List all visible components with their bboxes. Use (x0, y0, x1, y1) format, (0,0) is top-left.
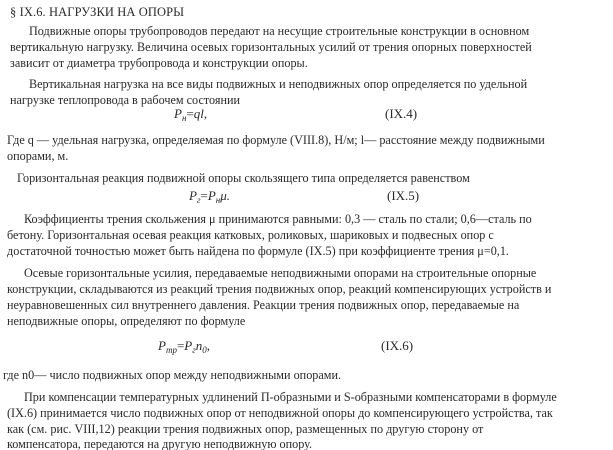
paragraph-line: (IX.6) принимается число подвижных опор от неподвижной опоры до компенсирующего устройства, так (7, 406, 553, 420)
paragraph-line: Осевые горизонтальные усилия, передаваемые неподвижными опорами на строительные опорные (24, 266, 537, 280)
paragraph-line: где n0— число подвижных опор между неподвижными опорами. (3, 368, 342, 382)
paragraph-line: Коэффициенты трения скольжения μ принимаются равными: 0,3 — сталь по стали; 0,6—сталь по (24, 212, 532, 226)
paragraph-line: нагрузке теплопровода в рабочем состоянии (10, 93, 241, 107)
paragraph-line: бетону. Горизонтальная осевая реакция катковых, роликовых, шариковых и подвесных опор с (7, 228, 494, 242)
paragraph-line: достаточной точностью может быть найдена по формуле (IX.5) при коэффициенте трения μ=0,1. (7, 244, 509, 258)
paragraph-line: неуравновешенных сил внутреннего давления. Реакции трения подвижных опор, передаваемые на (7, 298, 520, 312)
paragraph-line: опорами, м. (7, 149, 69, 163)
paragraph-line: неподвижные опоры, определяют по формуле (7, 314, 246, 328)
paragraph-line: компенсатора, передаются на другую неподвижную опору. (7, 437, 313, 450)
paragraph-line: Где q — удельная нагрузка, определяемая по формуле (VIII.8), Н/м; l— расстояние между подвижными (7, 133, 545, 147)
paragraph-line: зависит от диаметра трубопровода и конструкции опоры. (10, 56, 308, 70)
paragraph-line: конструкции, складываются из реакций трения подвижных опор, реакций компенсирующих устройств и (7, 282, 552, 296)
paragraph-line: как (см. рис. VIII,12) реакции трения подвижных опор, размещенных по другую сторону от (7, 422, 484, 436)
paragraph-line: Вертикальная нагрузка на все виды подвижных и неподвижных опор определяется по удельной (29, 77, 528, 91)
paragraph-line: Горизонтальная реакция подвижной опоры скользящего типа определяется равенством (17, 171, 470, 185)
formula-ix6: $P_{тр}=P_гn_0$, (158, 338, 211, 355)
paragraph-line: Подвижные опоры трубопроводов передают на несущие строительные конструкции в основном (29, 24, 530, 38)
equation-number: (IX.6) (381, 338, 414, 353)
paragraph-line: При компенсации температурных удлинений П-образными и S-образными компенсаторами в формуле (24, 390, 557, 404)
paragraph-line: вертикальную нагрузку. Величина осевых горизонтальных усилий от трения опорных поверхностей (10, 40, 532, 54)
equation-number: (IX.5) (387, 188, 420, 203)
formula-ix4: $P_н=ql$, (174, 106, 208, 123)
equation-number: (IX.4) (385, 106, 418, 121)
section-heading: § IX.6. НАГРУЗКИ НА ОПОРЫ (10, 5, 185, 19)
formula-ix5: $P_г=P_н\mu$. (189, 188, 231, 205)
